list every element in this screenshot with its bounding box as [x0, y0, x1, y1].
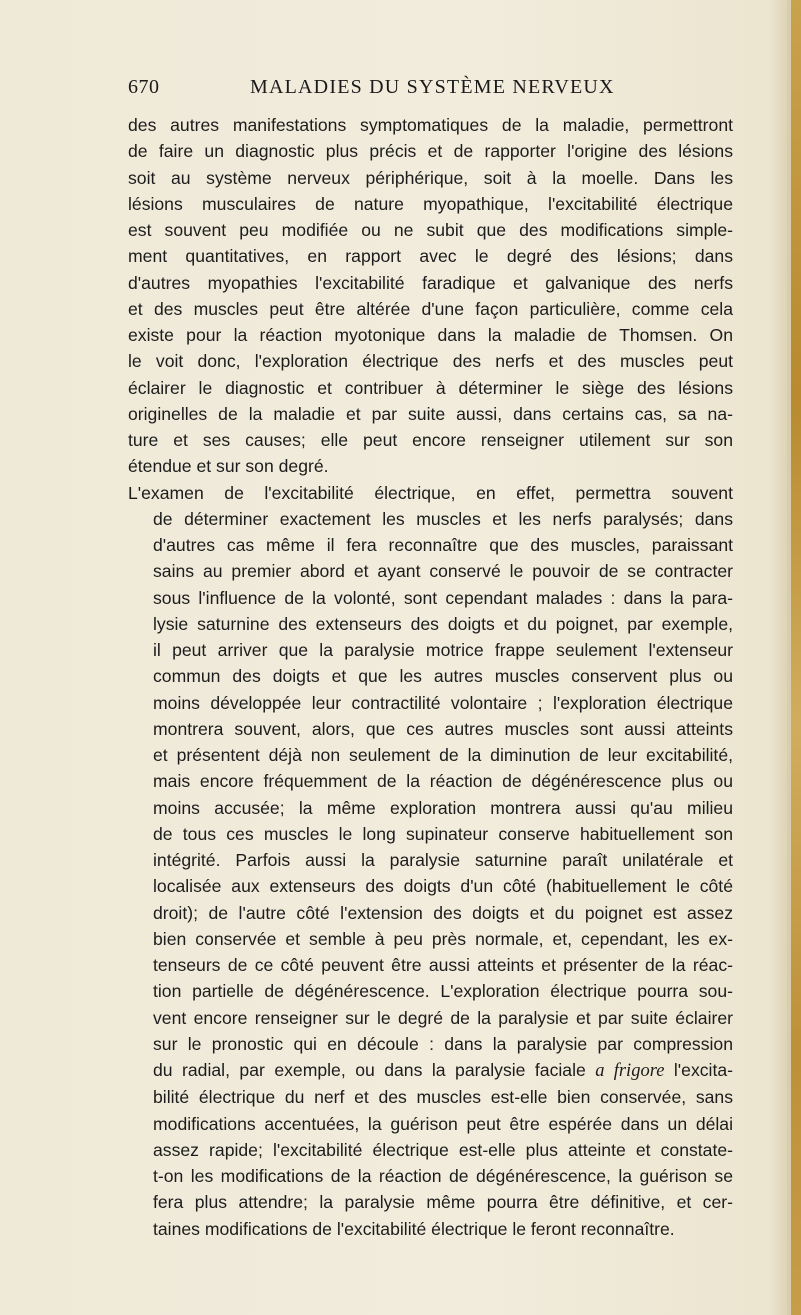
text-line: tenseurs de ce côté peuvent être aussi atteints et présenter de la réac-	[153, 955, 733, 975]
text-line: mais encore fréquemment de la réaction de dégénérescence plus ou	[153, 771, 733, 792]
paragraph-1	[128, 112, 733, 480]
text-line: sur le pronostic qui en découle : dans la paralysie par compression	[153, 1033, 733, 1054]
italic-phrase: a frigore	[595, 1061, 665, 1081]
text-line: assez rapide; l'excitabilité électrique est-elle plus atteinte et constate-	[153, 1139, 733, 1160]
text-line: taines modifications de l'excitabilité électrique le feront reconnaître.	[153, 1218, 675, 1239]
text-line: de faire un diagnostic plus précis et de rapporter l'origine des lésions	[128, 141, 733, 162]
text-line: droit); de l'autre côté l'extension des doigts et du poignet est assez	[153, 902, 733, 923]
text-line: L'examen de l'excitabilité électrique, en effet, permettra souvent	[128, 482, 733, 503]
text-line: et des muscles peut être altérée d'une façon particulière, comme cela	[128, 298, 733, 319]
text-line: existe pour la réaction myotonique dans la maladie de Thomsen. On	[128, 325, 733, 345]
text-line: d'autres myopathies l'excitabilité faradique et galvanique des nerfs	[128, 272, 733, 293]
text-line: commun des doigts et que les autres muscles conservent plus ou	[153, 666, 733, 687]
text-line: ment quantitatives, en rapport avec le degré des lésions; dans	[128, 246, 733, 267]
text-line: d'autres cas même il fera reconnaître que des muscles, paraissant	[153, 535, 733, 555]
text-line: éclairer le diagnostic et contribuer à déterminer le siège des lésions	[128, 377, 733, 398]
text-line: intégrité. Parfois aussi la paralysie saturnine paraît unilatérale et	[153, 850, 733, 870]
text-line: t-on les modifications de la réaction de dégénérescence, la guérison se	[153, 1166, 733, 1186]
text-line: de déterminer exactement les muscles et les nerfs paralysés; dans	[153, 508, 733, 529]
text-line: modifications accentuées, la guérison peut être espérée dans un délai	[153, 1113, 733, 1134]
page-edge-binding	[791, 0, 801, 1315]
text-line: bilité électrique du nerf et des muscles est-elle bien conservée, sans	[153, 1087, 733, 1108]
text-line: moins accusée; la même exploration montrera aussi qu'au milieu	[153, 797, 733, 818]
text-line: localisée aux extenseurs des doigts d'un côté (habituellement le côté	[153, 876, 733, 897]
text-line: originelles de la maladie et par suite aussi, dans certains cas, sa na-	[128, 403, 733, 424]
running-title: MALADIES DU SYSTÈME NERVEUX	[250, 76, 615, 98]
text-line: sains au premier abord et ayant conservé le pouvoir de se contracter	[153, 561, 733, 582]
text-line: lysie saturnine des extenseurs des doigts et du poignet, par exemple,	[153, 613, 733, 634]
text-line: et présentent déjà non seulement de la diminution de leur excitabilité,	[153, 745, 733, 765]
text-line: des autres manifestations symptomatiques de la maladie, permettront	[128, 115, 733, 135]
text-line: ture et ses causes; elle peut encore renseigner utilement sur son	[128, 430, 733, 450]
text-line: vent encore renseigner sur le degré de la paralysie et par suite éclairer	[153, 1007, 733, 1028]
text-line: le voit donc, l'exploration électrique des nerfs et des muscles peut	[128, 351, 733, 372]
text-line: de tous ces muscles le long supinateur conserve habituellement son	[153, 823, 733, 844]
text-line: du radial, par exemple, ou dans la paralysie faciale a frigore l'excita-	[153, 1060, 733, 1081]
text-line: soit au système nerveux périphérique, soit à la moelle. Dans les	[128, 167, 733, 188]
text-line: moins développée leur contractilité volontaire ; l'exploration électrique	[153, 692, 733, 713]
text-line: montrera souvent, alors, que ces autres muscles sont aussi atteints	[153, 718, 733, 739]
body-text	[128, 112, 733, 1242]
page-header	[128, 76, 728, 106]
page-number: 670	[128, 76, 160, 98]
text-line: sous l'influence de la volonté, sont cependant malades : dans la para-	[153, 587, 733, 608]
text-line: bien conservée et semble à peu près normale, et, cependant, les ex-	[153, 928, 733, 949]
text-line: il peut arriver que la paralysie motrice frappe seulement l'extenseur	[153, 640, 733, 660]
text-line: étendue et sur son degré.	[128, 456, 329, 477]
text-line: tion partielle de dégénérescence. L'exploration électrique pourra sou-	[153, 981, 733, 1002]
text-line: est souvent peu modifiée ou ne subit que des modifications simple-	[128, 220, 733, 240]
text-line: lésions musculaires de nature myopathique, l'excitabilité électrique	[128, 193, 733, 214]
paragraph-2	[128, 480, 733, 1242]
text-line: fera plus attendre; la paralysie même pourra être définitive, et cer-	[153, 1192, 733, 1213]
